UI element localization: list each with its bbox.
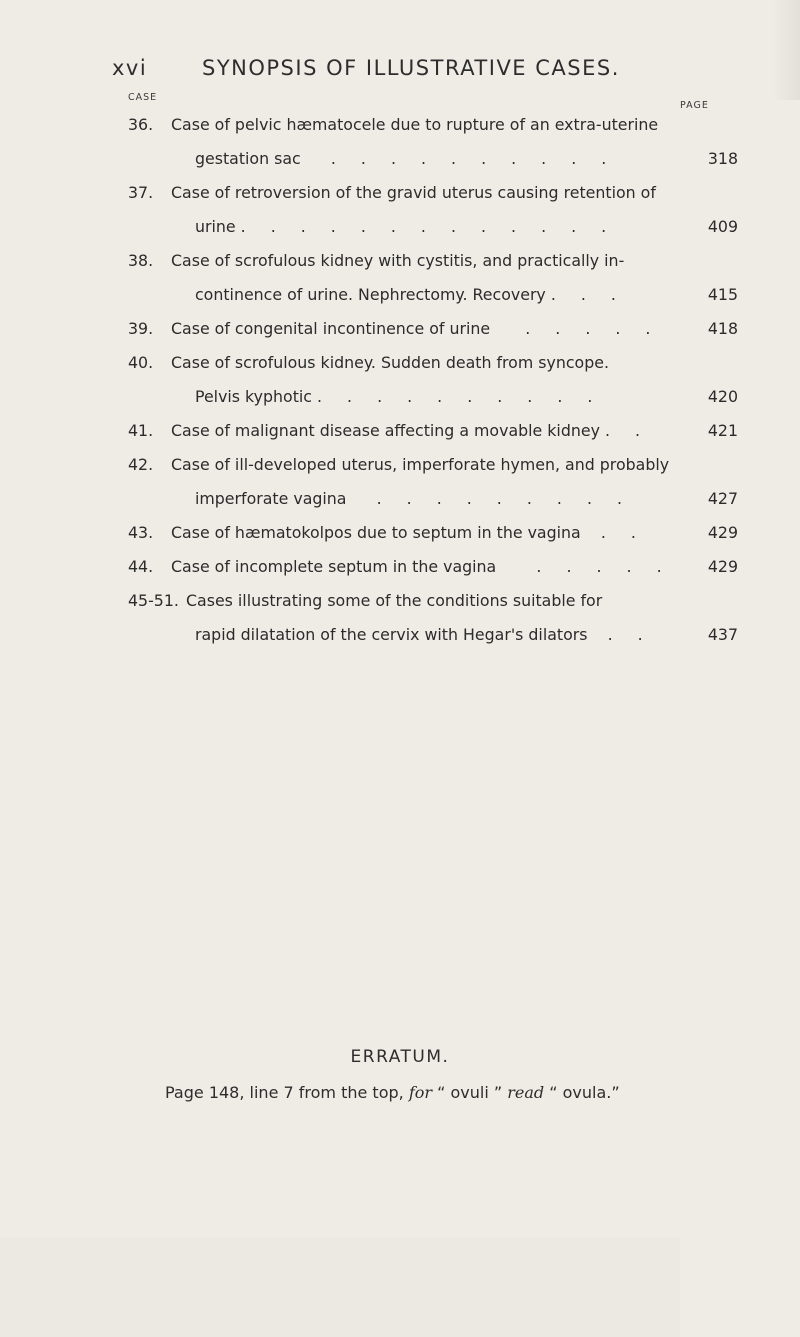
list-item-continuation	[128, 618, 738, 652]
list-item	[128, 176, 738, 210]
case-title: Cases illustrating some of the conditions suitable for	[186, 591, 603, 610]
leader-dots: . . . . .	[536, 557, 672, 576]
list-item	[128, 516, 738, 550]
case-title: Case of pelvic hæmatocele due to rupture of an extra-uterine	[171, 115, 659, 134]
page-number: 429	[707, 557, 738, 576]
erratum-for: for	[408, 1083, 433, 1102]
page-number: 318	[707, 149, 738, 168]
list-item	[128, 108, 738, 142]
list-item-continuation	[128, 278, 738, 312]
case-title: Case of malignant disease affecting a movable kidney	[171, 421, 600, 440]
case-title-cont: urine	[195, 217, 236, 236]
case-column-head: CASE	[128, 92, 158, 103]
case-title: Case of congenital incontinence of urine	[171, 319, 491, 338]
case-title-cont: continence of urine. Nephrectomy. Recovery	[195, 285, 546, 304]
list-item	[128, 584, 738, 618]
page-number: 420	[707, 387, 738, 406]
case-title-cont: rapid dilatation of the cervix with Hegar's dilators	[195, 625, 588, 644]
page-number: 427	[707, 489, 738, 508]
case-number: 36.	[128, 115, 154, 134]
case-title: Case of retroversion of the gravid uterus causing retention of	[171, 183, 656, 202]
leader-dots: . .	[600, 523, 646, 542]
leader-dots: . . . . . . . . .	[376, 489, 633, 508]
case-number: 40.	[128, 353, 154, 372]
list-item	[128, 346, 738, 380]
case-title: Case of scrofulous kidney. Sudden death from syncope.	[171, 353, 609, 372]
list-item	[128, 550, 738, 584]
case-title: Case of incomplete septum in the vagina	[171, 557, 497, 576]
case-number: 45-51.	[128, 591, 179, 610]
case-number: 42.	[128, 455, 154, 474]
page-number: 415	[707, 285, 738, 304]
leader-dots: . . . . . . . . . .	[317, 387, 603, 406]
page-number: 421	[707, 421, 738, 440]
leader-dots: . .	[607, 625, 653, 644]
erratum-text	[165, 1083, 620, 1102]
case-title-cont: Pelvis kyphotic	[195, 387, 312, 406]
case-title: Case of scrofulous kidney with cystitis, and practically in-	[171, 251, 625, 270]
erratum-heading: ERRATUM.	[350, 1047, 450, 1067]
erratum-read: read	[507, 1083, 545, 1102]
list-item-continuation	[128, 142, 738, 176]
list-item	[128, 448, 738, 482]
case-number: 43.	[128, 523, 154, 542]
page-number: 437	[707, 625, 738, 644]
page-folio: xvi	[112, 56, 148, 80]
case-number: 37.	[128, 183, 154, 202]
leader-dots: . . . . . . . . . .	[330, 149, 617, 168]
case-title: Case of ill-developed uterus, imperforate hymen, and probably	[171, 455, 670, 474]
leader-dots: . . .	[550, 285, 626, 304]
page-column-head: PAGE	[680, 100, 800, 1337]
erratum-wrong: “ ovuli ”	[437, 1083, 503, 1102]
list-item	[128, 244, 738, 278]
leader-dots: . .	[604, 421, 651, 440]
case-number: 38.	[128, 251, 154, 270]
case-title-cont: gestation sac	[195, 149, 301, 168]
leader-dots: . . . . .	[525, 319, 661, 338]
erratum-prefix: Page 148, line 7 from the top,	[165, 1083, 404, 1102]
list-item-continuation	[128, 210, 738, 244]
page-number: 409	[707, 217, 738, 236]
case-title-cont: imperforate vagina	[195, 489, 347, 508]
erratum-right: “ ovula.”	[549, 1083, 620, 1102]
case-number: 44.	[128, 557, 154, 576]
case-number: 41.	[128, 421, 154, 440]
list-item	[128, 312, 738, 346]
running-header	[112, 56, 672, 86]
page-number: 429	[707, 523, 738, 542]
case-number: 39.	[128, 319, 154, 338]
running-title: SYNOPSIS OF ILLUSTRATIVE CASES.	[202, 56, 620, 80]
list-item-continuation	[128, 380, 738, 414]
case-title: Case of hæmatokolpos due to septum in the vagina	[171, 523, 581, 542]
list-item	[128, 414, 738, 448]
list-item-continuation	[128, 482, 738, 516]
page-number: 418	[707, 319, 738, 338]
case-list	[128, 108, 738, 652]
leader-dots: . . . . . . . . . . . . .	[240, 217, 617, 236]
